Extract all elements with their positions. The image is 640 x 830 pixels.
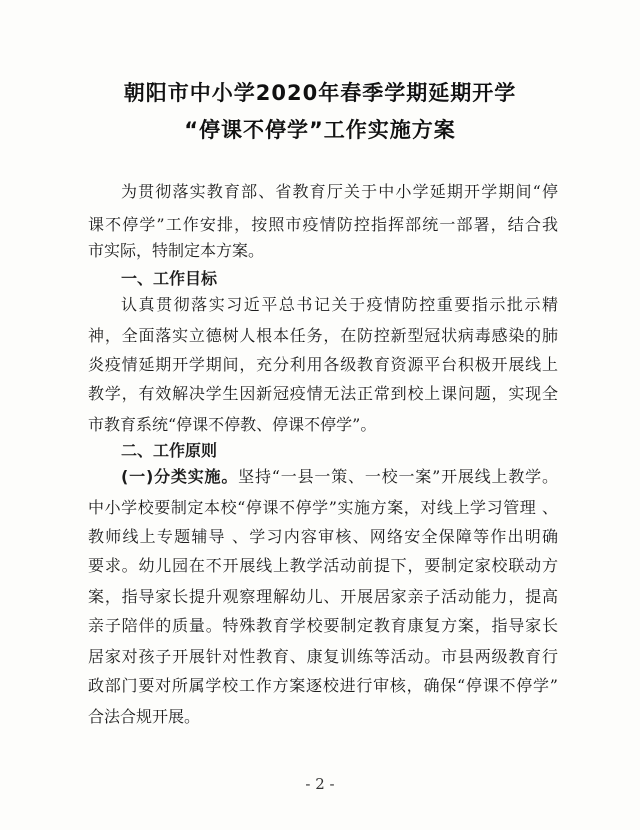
paragraph-line: 神，全面落实立德树人根本任务，在防控新型冠状病毒感染的肺 xyxy=(88,327,558,345)
paragraph-line-rest: 坚持“一县一策、一校一案”开展线上教学。 xyxy=(238,468,558,486)
section-heading-goals: 一、工作目标 xyxy=(121,269,218,288)
section-heading-principles: 二、工作原则 xyxy=(121,441,218,460)
page-number: - 2 - xyxy=(305,775,335,793)
paragraph-line: 居家对孩子开展针对性教育、康复训练等活动。市县两级教育行 xyxy=(88,648,558,666)
intro-line: 为贯彻落实教育部、省教育厅关于中小学延期开学期间“停 xyxy=(121,183,558,201)
intro-line: 课不停学”工作安排，按照市疫情防控指挥部统一部署，结合我 xyxy=(88,216,558,234)
paragraph-line: 炎疫情延期开学期间，充分利用各级教育资源平台积极开展线上 xyxy=(88,356,558,374)
paragraph-line: 合法合规开展。 xyxy=(88,708,201,726)
document-title-line-1: 朝阳市中小学2020年春季学期延期开学 xyxy=(123,81,517,105)
paragraph-line: 亲子陪伴的质量。特殊教育学校要制定教育康复方案，指导家长 xyxy=(88,617,558,635)
paragraph-line: 认真贯彻落实习近平总书记关于疫情防控重要指示批示精 xyxy=(121,296,558,314)
paragraph-line: 市教育系统“停课不停教、停课不停学”。 xyxy=(88,416,377,434)
document-title-line-2: “停课不停学”工作实施方案 xyxy=(184,118,456,142)
paragraph-line-first xyxy=(121,468,558,486)
intro-line: 市实际，特制定本方案。 xyxy=(88,242,265,260)
paragraph-line: 政部门要对所属学校工作方案逐校进行审核，确保“停课不停学” xyxy=(88,677,558,695)
paragraph-line: 中小学校要制定本校“停课不停学”实施方案，对线上学习管理 、 xyxy=(88,499,558,517)
paragraph-line: 教学，有效解决学生因新冠疫情无法正常到校上课问题，实现全 xyxy=(88,385,558,403)
paragraph-line: 案，指导家长提升观察理解幼儿、开展居家亲子活动能力，提高 xyxy=(88,588,558,606)
paragraph-line: 要求。幼儿园在不开展线上教学活动前提下，要制定家校联动方 xyxy=(88,557,558,575)
paragraph-line: 教师线上专题辅导 、学习内容审核、网络安全保障等作出明确 xyxy=(88,528,558,546)
subsection-lead: (一)分类实施。 xyxy=(121,468,239,486)
